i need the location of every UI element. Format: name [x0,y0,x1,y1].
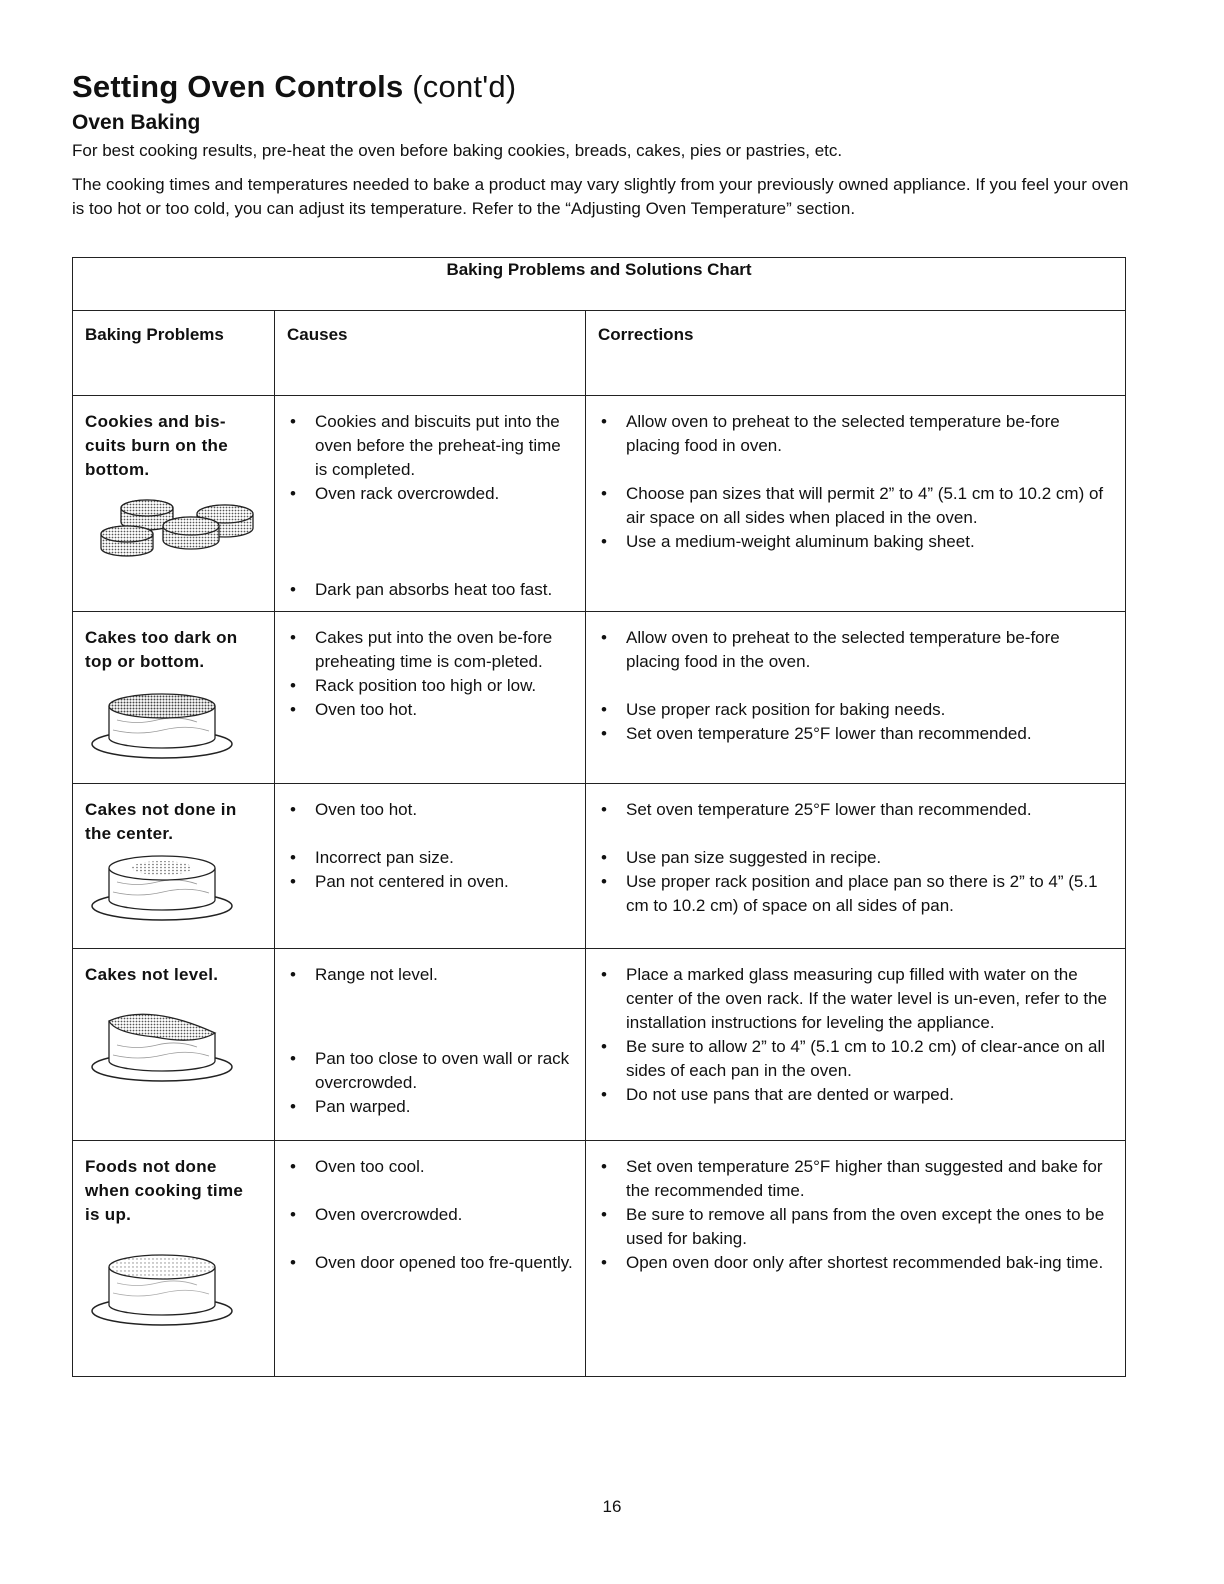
correction-item: • Be sure to remove all pans from the oven except the ones to be used for baking. [598,1203,1115,1251]
problem-text: Cookies and bis-cuits burn on the bottom. [85,412,228,479]
table-row [73,612,1126,784]
correction-item: • Be sure to allow 2” to 4” (5.1 cm to 10.2 cm) of clear-ance on all sides of each pan in the oven. [598,1035,1115,1083]
page-title-main: Setting Oven Controls [72,69,404,104]
correction-item: • Do not use pans that are dented or warped. [598,1083,1115,1107]
cookies-on-pans-icon [87,494,257,574]
corrections-cell [586,612,1126,784]
cause-item: • Oven too cool. [287,1155,575,1179]
page-header [72,68,1132,231]
column-header-problems: Baking Problems [73,311,275,396]
causes-cell [275,784,586,949]
tilted-cake-icon [87,1005,237,1085]
cause-item: • Oven overcrowded. [287,1203,575,1227]
dark-cake-icon [87,686,237,762]
baking-problems-chart [72,257,1126,1377]
problem-text: Cakes not level. [85,965,219,984]
problem-cell [73,949,275,1141]
correction-item: • Open oven door only after shortest recommended bak-ing time. [598,1251,1115,1275]
problem-cell [73,396,275,612]
page-title [72,68,1132,106]
chart-title-row [73,258,1126,311]
cause-item: • Range not level. [287,963,575,987]
cause-item: • Cookies and biscuits put into the oven before the preheat-ing time is completed. [287,410,575,482]
chart-title: Baking Problems and Solutions Chart [73,258,1126,311]
problem-cell [73,784,275,949]
table-row [73,784,1126,949]
table-row [73,1141,1126,1377]
cause-item: • Pan warped. [287,1095,575,1119]
corrections-cell [586,396,1126,612]
intro-paragraph-2: The cooking times and temperatures needed to bake a product may vary slightly from your previously owned appliance. If you feel your oven is too hot or too cold, you can adjust its temperature. Refer to the “Adjusting Oven Temperature” section. [72,175,1129,218]
cause-item: • Pan not centered in oven. [287,870,575,894]
cause-item: • Oven too hot. [287,798,575,822]
causes-cell [275,949,586,1141]
correction-item: • Use a medium-weight aluminum baking sheet. [598,530,1115,554]
undone-cake-icon [87,848,237,924]
correction-item: • Set oven temperature 25°F lower than recommended. [598,722,1115,746]
cause-item: • Incorrect pan size. [287,846,575,870]
corrections-cell [586,1141,1126,1377]
problem-cell [73,612,275,784]
correction-item: • Allow oven to preheat to the selected temperature be-fore placing food in oven. [598,410,1115,458]
cause-item: • Pan too close to oven wall or rack overcrowded. [287,1047,575,1095]
cause-item: • Dark pan absorbs heat too fast. [287,578,575,602]
cause-item: • Oven door opened too fre-quently. [287,1251,575,1275]
correction-item: • Use proper rack position and place pan so there is 2” to 4” (5.1 cm to 10.2 cm) of space on all sides of pan. [598,870,1115,918]
correction-item: • Allow oven to preheat to the selected temperature be-fore placing food in the oven. [598,626,1115,674]
problem-text: Cakes not done in the center. [85,800,237,843]
problem-text: Foods not done when cooking time is up. [85,1157,244,1224]
correction-item: • Set oven temperature 25°F higher than suggested and bake for the recommended time. [598,1155,1115,1203]
problem-cell [73,1141,275,1377]
cause-item: • Oven rack overcrowded. [287,482,575,506]
cause-item: • Rack position too high or low. [287,674,575,698]
correction-item: • Use proper rack position for baking needs. [598,698,1115,722]
cause-item: • Oven too hot. [287,698,575,722]
column-header-corrections: Corrections [586,311,1126,396]
corrections-cell [586,949,1126,1141]
column-header-causes: Causes [275,311,586,396]
problem-text: Cakes too dark on top or bottom. [85,628,238,671]
table-row [73,396,1126,612]
page-number: 16 [602,1497,622,1516]
causes-cell [275,612,586,784]
causes-cell [275,396,586,612]
pale-cake-icon [87,1249,237,1329]
corrections-cell [586,784,1126,949]
correction-item: • Place a marked glass measuring cup filled with water on the center of the oven rack. If the water level is un-even, refer to the installation instructions for leveling the appliance. [598,963,1115,1035]
section-title: Oven Baking [72,111,201,134]
correction-item: • Choose pan sizes that will permit 2” to 4” (5.1 cm to 10.2 cm) of air space on all sides when placed in the oven. [598,482,1115,530]
cause-item: • Cakes put into the oven be-fore preheating time is com-pleted. [287,626,575,674]
table-row [73,949,1126,1141]
correction-item: • Use pan size suggested in recipe. [598,846,1115,870]
correction-item: • Set oven temperature 25°F lower than recommended. [598,798,1115,822]
page-title-suffix: (cont'd) [412,69,517,104]
chart-header-row [73,311,1126,396]
intro-paragraph-1: For best cooking results, pre-heat the oven before baking cookies, breads, cakes, pies or pastries, etc. [72,141,843,160]
causes-cell [275,1141,586,1377]
